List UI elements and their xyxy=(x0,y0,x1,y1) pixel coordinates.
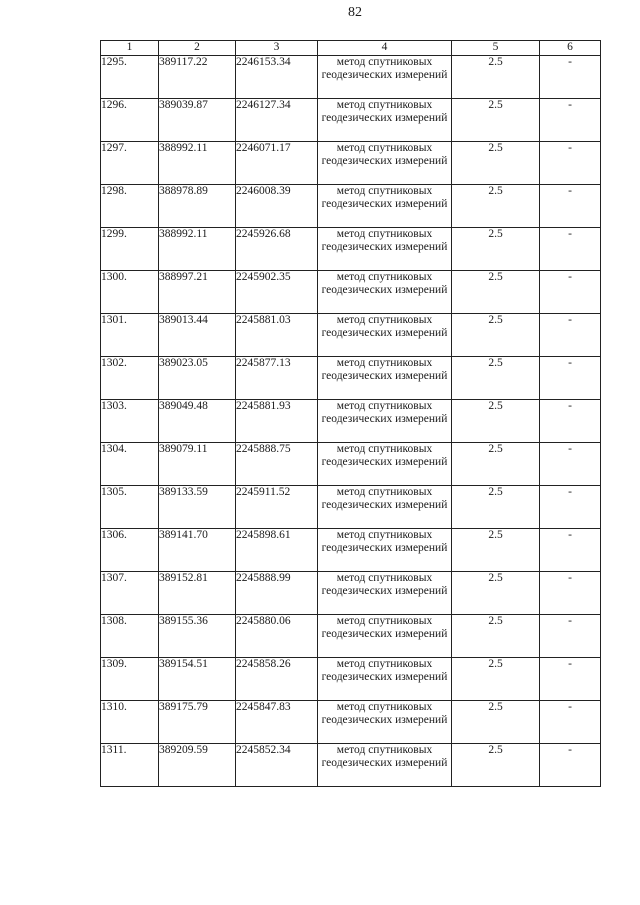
x-coordinate-cell: 389023.05 xyxy=(159,357,236,400)
y-coordinate-cell: 2245881.03 xyxy=(236,314,318,357)
point-number-cell: 1296. xyxy=(101,99,159,142)
method-cell: метод спутниковых геодезических измерений xyxy=(318,185,452,228)
y-coordinate-cell: 2245858.26 xyxy=(236,658,318,701)
table-row xyxy=(101,615,601,658)
point-number-cell: 1309. xyxy=(101,658,159,701)
note-cell: - xyxy=(540,529,601,572)
accuracy-cell: 2.5 xyxy=(452,99,540,142)
method-cell: метод спутниковых геодезических измерений xyxy=(318,314,452,357)
note-cell: - xyxy=(540,314,601,357)
x-coordinate-cell: 388992.11 xyxy=(159,142,236,185)
point-number-cell: 1299. xyxy=(101,228,159,271)
table-row xyxy=(101,701,601,744)
table-row xyxy=(101,142,601,185)
x-coordinate-cell: 389117.22 xyxy=(159,56,236,99)
table-row xyxy=(101,271,601,314)
table-row xyxy=(101,529,601,572)
note-cell: - xyxy=(540,56,601,99)
method-cell: метод спутниковых геодезических измерений xyxy=(318,357,452,400)
x-coordinate-cell: 389079.11 xyxy=(159,443,236,486)
method-cell: метод спутниковых геодезических измерений xyxy=(318,142,452,185)
table-row xyxy=(101,99,601,142)
y-coordinate-cell: 2245902.35 xyxy=(236,271,318,314)
header-col-1: 1 xyxy=(101,41,159,56)
y-coordinate-cell: 2246008.39 xyxy=(236,185,318,228)
accuracy-cell: 2.5 xyxy=(452,744,540,787)
accuracy-cell: 2.5 xyxy=(452,400,540,443)
table-row xyxy=(101,228,601,271)
accuracy-cell: 2.5 xyxy=(452,142,540,185)
method-cell: метод спутниковых геодезических измерений xyxy=(318,228,452,271)
method-cell: метод спутниковых геодезических измерений xyxy=(318,615,452,658)
y-coordinate-cell: 2246127.34 xyxy=(236,99,318,142)
header-col-4: 4 xyxy=(318,41,452,56)
note-cell: - xyxy=(540,615,601,658)
note-cell: - xyxy=(540,185,601,228)
method-cell: метод спутниковых геодезических измерений xyxy=(318,56,452,99)
header-col-3: 3 xyxy=(236,41,318,56)
method-cell: метод спутниковых геодезических измерений xyxy=(318,443,452,486)
method-cell: метод спутниковых геодезических измерений xyxy=(318,271,452,314)
y-coordinate-cell: 2245888.75 xyxy=(236,443,318,486)
accuracy-cell: 2.5 xyxy=(452,185,540,228)
x-coordinate-cell: 389133.59 xyxy=(159,486,236,529)
x-coordinate-cell: 388997.21 xyxy=(159,271,236,314)
note-cell: - xyxy=(540,400,601,443)
note-cell: - xyxy=(540,357,601,400)
note-cell: - xyxy=(540,99,601,142)
accuracy-cell: 2.5 xyxy=(452,486,540,529)
accuracy-cell: 2.5 xyxy=(452,314,540,357)
accuracy-cell: 2.5 xyxy=(452,443,540,486)
x-coordinate-cell: 389209.59 xyxy=(159,744,236,787)
point-number-cell: 1304. xyxy=(101,443,159,486)
note-cell: - xyxy=(540,443,601,486)
coordinates-table xyxy=(100,40,601,787)
y-coordinate-cell: 2245911.52 xyxy=(236,486,318,529)
table-header-row xyxy=(101,41,601,56)
accuracy-cell: 2.5 xyxy=(452,271,540,314)
method-cell: метод спутниковых геодезических измерений xyxy=(318,701,452,744)
note-cell: - xyxy=(540,228,601,271)
point-number-cell: 1297. xyxy=(101,142,159,185)
table-row xyxy=(101,443,601,486)
point-number-cell: 1307. xyxy=(101,572,159,615)
y-coordinate-cell: 2245888.99 xyxy=(236,572,318,615)
table-row xyxy=(101,658,601,701)
note-cell: - xyxy=(540,658,601,701)
method-cell: метод спутниковых геодезических измерений xyxy=(318,658,452,701)
accuracy-cell: 2.5 xyxy=(452,357,540,400)
accuracy-cell: 2.5 xyxy=(452,529,540,572)
point-number-cell: 1308. xyxy=(101,615,159,658)
header-col-2: 2 xyxy=(159,41,236,56)
method-cell: метод спутниковых геодезических измерений xyxy=(318,486,452,529)
method-cell: метод спутниковых геодезических измерений xyxy=(318,572,452,615)
x-coordinate-cell: 389154.51 xyxy=(159,658,236,701)
table-row xyxy=(101,357,601,400)
note-cell: - xyxy=(540,744,601,787)
note-cell: - xyxy=(540,142,601,185)
point-number-cell: 1310. xyxy=(101,701,159,744)
accuracy-cell: 2.5 xyxy=(452,658,540,701)
accuracy-cell: 2.5 xyxy=(452,572,540,615)
table-row xyxy=(101,314,601,357)
y-coordinate-cell: 2245847.83 xyxy=(236,701,318,744)
point-number-cell: 1306. xyxy=(101,529,159,572)
method-cell: метод спутниковых геодезических измерений xyxy=(318,99,452,142)
method-cell: метод спутниковых геодезических измерений xyxy=(318,744,452,787)
table-row xyxy=(101,572,601,615)
x-coordinate-cell: 389039.87 xyxy=(159,99,236,142)
point-number-cell: 1311. xyxy=(101,744,159,787)
x-coordinate-cell: 389141.70 xyxy=(159,529,236,572)
table-row xyxy=(101,185,601,228)
y-coordinate-cell: 2246153.34 xyxy=(236,56,318,99)
method-cell: метод спутниковых геодезических измерений xyxy=(318,529,452,572)
accuracy-cell: 2.5 xyxy=(452,701,540,744)
y-coordinate-cell: 2245898.61 xyxy=(236,529,318,572)
table-row xyxy=(101,400,601,443)
y-coordinate-cell: 2245926.68 xyxy=(236,228,318,271)
x-coordinate-cell: 389013.44 xyxy=(159,314,236,357)
x-coordinate-cell: 388978.89 xyxy=(159,185,236,228)
point-number-cell: 1301. xyxy=(101,314,159,357)
accuracy-cell: 2.5 xyxy=(452,56,540,99)
accuracy-cell: 2.5 xyxy=(452,228,540,271)
y-coordinate-cell: 2245881.93 xyxy=(236,400,318,443)
point-number-cell: 1305. xyxy=(101,486,159,529)
header-col-6: 6 xyxy=(540,41,601,56)
table-body xyxy=(101,56,601,787)
x-coordinate-cell: 389155.36 xyxy=(159,615,236,658)
point-number-cell: 1300. xyxy=(101,271,159,314)
x-coordinate-cell: 389175.79 xyxy=(159,701,236,744)
x-coordinate-cell: 388992.11 xyxy=(159,228,236,271)
page-number: 82 xyxy=(348,5,362,20)
y-coordinate-cell: 2245880.06 xyxy=(236,615,318,658)
point-number-cell: 1295. xyxy=(101,56,159,99)
y-coordinate-cell: 2245877.13 xyxy=(236,357,318,400)
note-cell: - xyxy=(540,486,601,529)
point-number-cell: 1302. xyxy=(101,357,159,400)
accuracy-cell: 2.5 xyxy=(452,615,540,658)
method-cell: метод спутниковых геодезических измерений xyxy=(318,400,452,443)
table-row xyxy=(101,744,601,787)
note-cell: - xyxy=(540,271,601,314)
x-coordinate-cell: 389152.81 xyxy=(159,572,236,615)
y-coordinate-cell: 2245852.34 xyxy=(236,744,318,787)
note-cell: - xyxy=(540,701,601,744)
header-col-5: 5 xyxy=(452,41,540,56)
y-coordinate-cell: 2246071.17 xyxy=(236,142,318,185)
table-row xyxy=(101,56,601,99)
point-number-cell: 1303. xyxy=(101,400,159,443)
table-row xyxy=(101,486,601,529)
x-coordinate-cell: 389049.48 xyxy=(159,400,236,443)
note-cell: - xyxy=(540,572,601,615)
point-number-cell: 1298. xyxy=(101,185,159,228)
